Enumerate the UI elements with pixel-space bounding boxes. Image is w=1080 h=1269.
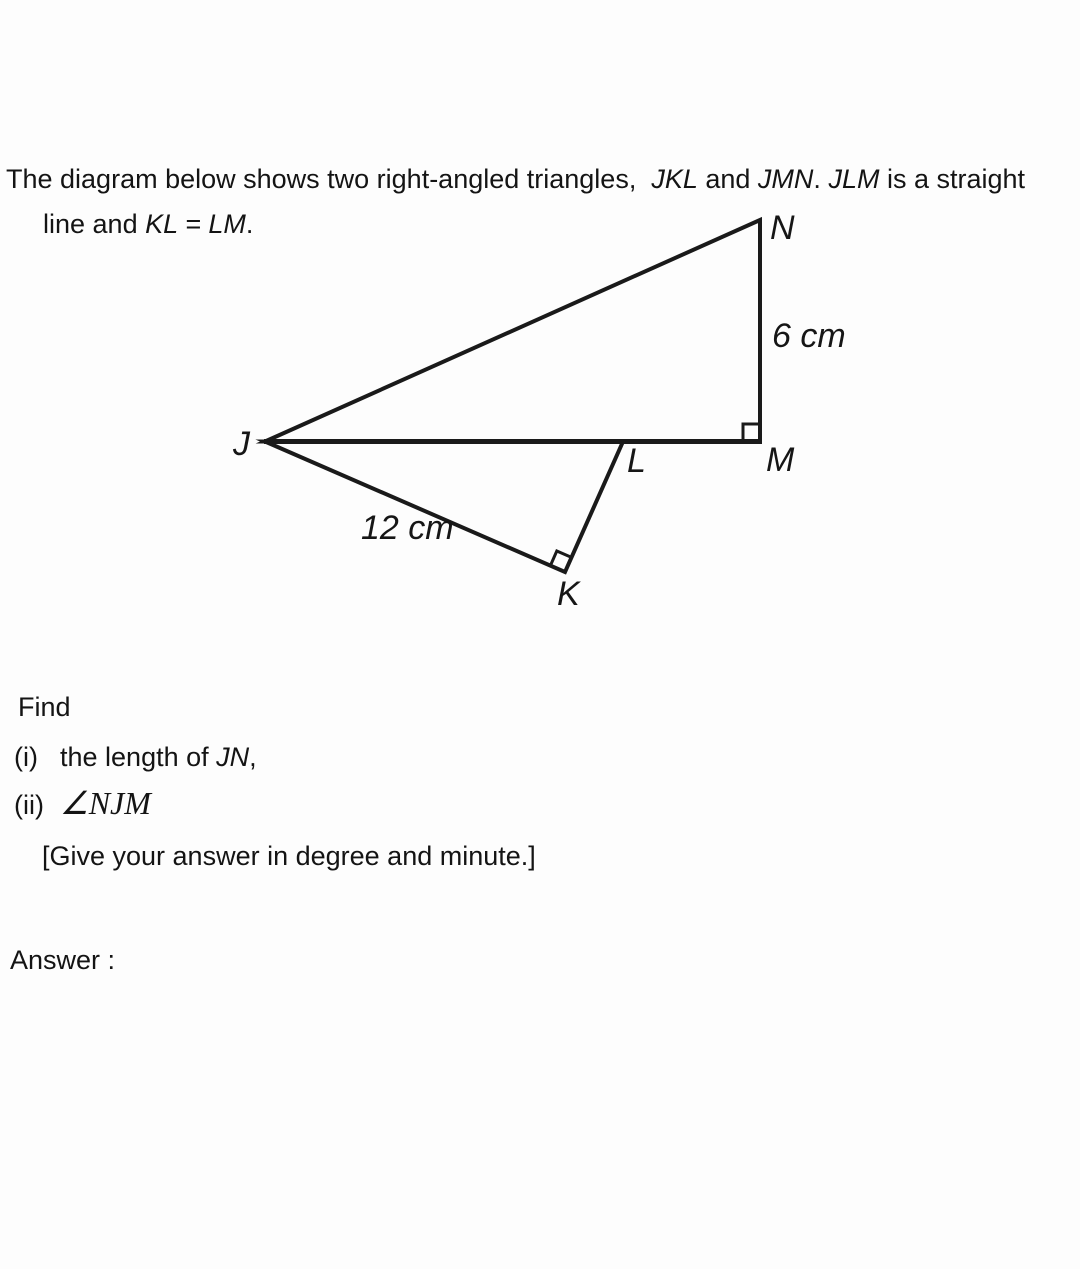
vertex-label-m: M bbox=[766, 441, 795, 479]
right-angle-mark-k-icon bbox=[550, 551, 571, 566]
equality-kl-lm: KL = LM bbox=[145, 209, 246, 239]
triangle-name-jmn: JMN bbox=[757, 164, 814, 194]
problem-statement-line1: The diagram below shows two right-angled triangles, JKL and JMN. JLM is a straight bbox=[6, 164, 1026, 194]
answer-label: Answer : bbox=[10, 945, 116, 975]
right-angle-mark-m-icon bbox=[743, 424, 760, 442]
item-i-marker: (i) bbox=[14, 742, 38, 772]
vertex-label-l: L bbox=[627, 442, 646, 480]
item-ii-marker: (ii) bbox=[14, 790, 44, 820]
segment-name-jn: JN bbox=[216, 742, 250, 772]
answer-format-note: [Give your answer in degree and minute.] bbox=[42, 841, 536, 871]
vertex-label-j: J bbox=[233, 425, 250, 463]
problem-statement-line2: line and KL = LM. bbox=[43, 209, 254, 239]
statement-text: The diagram below shows two right-angled triangles, bbox=[6, 164, 652, 194]
angle-njm: ∠NJM bbox=[60, 785, 151, 821]
triangle-name-jkl: JKL bbox=[651, 164, 698, 194]
vertex-label-k: K bbox=[557, 575, 580, 613]
triangle-jkl-outline bbox=[265, 442, 623, 573]
measurement-jk: 12 cm bbox=[361, 509, 454, 547]
measurement-nm: 6 cm bbox=[772, 317, 846, 355]
vertex-label-n: N bbox=[770, 209, 795, 247]
find-item-ii bbox=[14, 787, 151, 821]
triangle-jnm-outline bbox=[265, 220, 760, 442]
find-heading: Find bbox=[18, 692, 71, 722]
find-item-i: (i) the length of JN, bbox=[14, 742, 257, 772]
line-name-jlm: JLM bbox=[828, 164, 880, 194]
